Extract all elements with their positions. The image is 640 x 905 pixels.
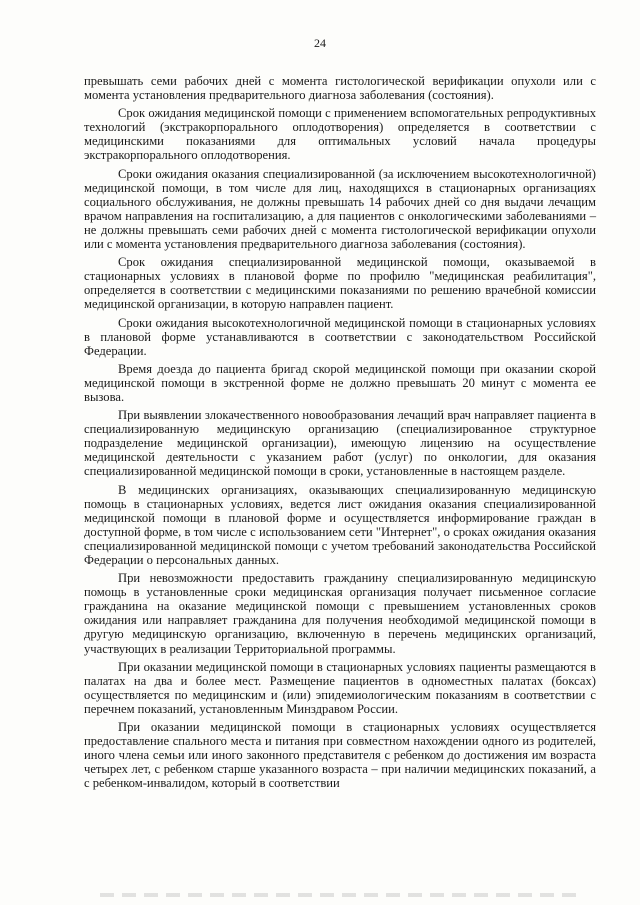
paragraph-oncology-referral: При выявлении злокачественного новообразования лечащий врач направляет пациента в специализированную медицинскую организацию (специализированное структурное подразделение медицинской организации), имеющую лицензию на осуществление медицинской деятельности с указанием работ (услуг) по онкологии, для оказания специализированной медицинской помощи в сроки, установленные в настоящем разделе. (84, 408, 596, 479)
paragraph-high-tech: Сроки ожидания высокотехнологичной медицинской помощи в стационарных условиях в плановой форме устанавливаются в соответствии с законодательством Российской Федерации. (84, 315, 596, 358)
paragraph-ambulance-time: Время доезда до пациента бригад скорой медицинской помощи при оказании скорой медицинской помощи в экстренной форме не должно превышать 20 минут с момента ее вызова. (84, 361, 596, 404)
paragraph-waiting-list: В медицинских организациях, оказывающих специализированную медицинскую помощь в стационарных условиях, ведется лист ожидания оказания специализированной медицинской помощи в плановой форме и осуществляется информирование граждан в доступной форме, в том числе с использованием сети "Интернет", о сроках ожидания оказания специализированной медицинской помощи с учетом требований законодательства Российской Федерации о персональных данных. (84, 482, 596, 567)
scan-artifact (100, 893, 580, 897)
paragraph-consent: При невозможности предоставить гражданину специализированную медицинскую помощь в установленные сроки медицинская организация получает письменное согласие гражданина на оказание медицинской помощи с превышением установленных сроков ожидания или направляет гражданина для получения необходимой медицинской помощи в другую медицинскую организацию, включенную в перечень медицинских организаций, участвующих в реализации Территориальной программы. (84, 571, 596, 656)
page-number: 24 (314, 36, 326, 50)
paragraph-rehabilitation: Срок ожидания специализированной медицинской помощи, оказываемой в стационарных условиях в плановой форме по профилю "медицинская реабилитация", определяется в соответствии с медицинскими показаниями по решению врачебной комиссии медицинской организации, в которую направлен пациент. (84, 255, 596, 312)
paragraph-parent-stay: При оказании медицинской помощи в стационарных условиях осуществляется предоставление спального места и питания при совместном нахождении одного из родителей, иного члена семьи или иного законного представителя с ребенком до достижения им возраста четырех лет, с ребенком старше указанного возраста – при наличии медицинских показаний, а с ребенком-инвалидом, который в соответствии (84, 720, 596, 791)
paragraph-specialized-waiting: Сроки ожидания оказания специализированной (за исключением высокотехнологичной) медицинской помощи, в том числе для лиц, находящихся в стационарных организациях социального обслуживания, не должны превышать 14 рабочих дней со дня выдачи лечащим врачом направления на госпитализацию, а для пациентов с онкологическими заболеваниями – не должны превышать семи рабочих дней с момента гистологической верификации опухоли или с момента установления предварительного диагноза заболевания (состояния). (84, 166, 596, 252)
paragraph-wards: При оказании медицинской помощи в стационарных условиях пациенты размещаются в палатах на два и более мест. Размещение пациентов в одноместных палатах (боксах) осуществляется по медицинским и (или) эпидемиологическим показаниям в соответствии с перечнем показаний, установленным Минздравом России. (84, 659, 596, 716)
paragraph-ivf-waiting: Срок ожидания медицинской помощи с применением вспомогательных репродуктивных технологий (экстракорпорального оплодотворения) определяется в соответствии с медицинскими показаниями для оптимальных условий начала процедуры экстракорпорального оплодотворения. (84, 106, 596, 163)
paragraph-continuation: превышать семи рабочих дней с момента гистологической верификации опухоли или с момента установления предварительного диагноза заболевания (состояния). (84, 74, 596, 103)
document-body (84, 74, 596, 795)
